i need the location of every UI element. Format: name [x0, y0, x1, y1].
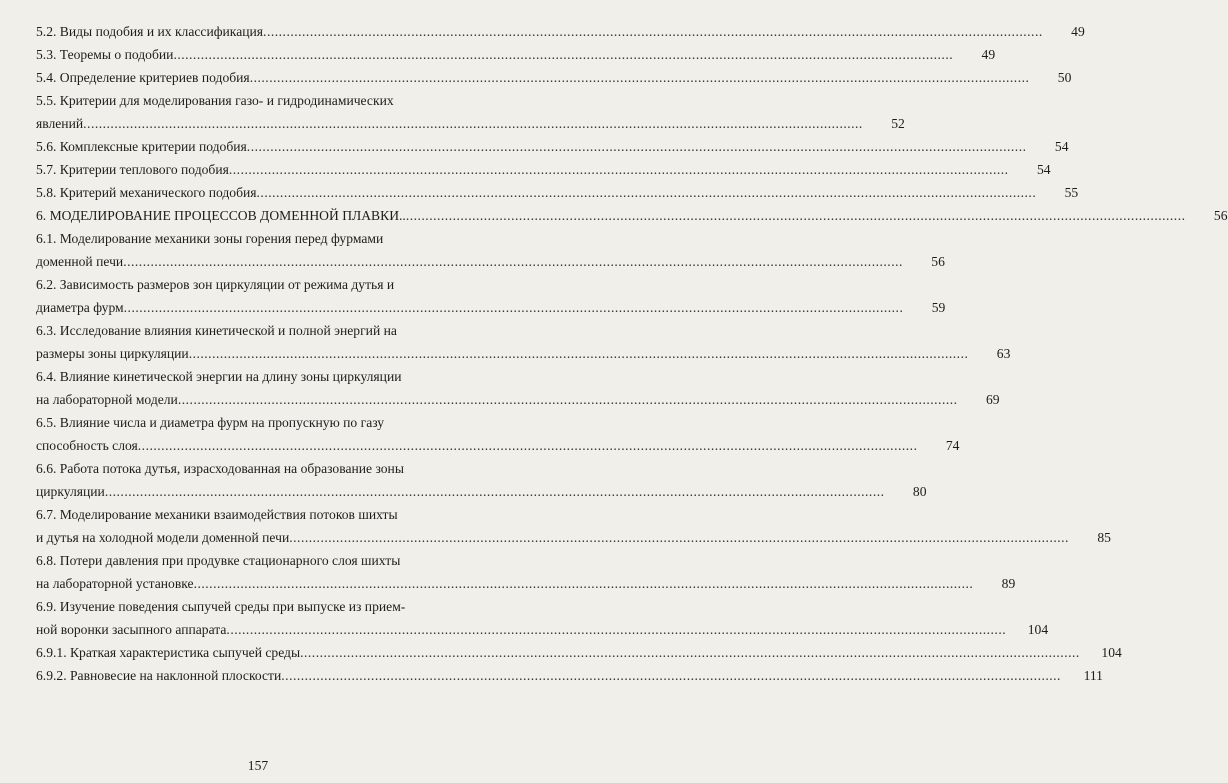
toc-entry: [36, 319, 1011, 365]
toc-entry-title: на лабораторной установке: [36, 576, 194, 591]
toc-entry-title: 6. МОДЕЛИРОВАНИЕ ПРОЦЕССОВ ДОМЕННОЙ ПЛАВКИ..: [36, 208, 406, 223]
dot-leader: ........................................................................................................................................................................................................: [228, 162, 1009, 177]
toc-entry-title: 5.4. Определение критериев подобия: [36, 70, 250, 85]
toc-entry-title: явлений: [36, 116, 84, 131]
toc-page-number: 104: [1027, 622, 1049, 637]
toc-entry-title: 6.3. Исследование влияния кинетической и полной энергий на: [36, 323, 397, 338]
dot-leader: ........................................................................................................................................................................................................: [104, 484, 885, 499]
toc-page-number: 50: [1057, 70, 1072, 85]
toc-entry: [36, 135, 1069, 158]
toc-entry-title: 6.9.1. Краткая характеристика сыпучей среды: [36, 645, 301, 660]
toc-page-number: 74: [945, 438, 960, 453]
toc-entry-title: 5.3. Теоремы о подобии: [36, 47, 174, 62]
toc-entry-title: 5.8. Критерий механического подобия: [36, 185, 257, 200]
toc-page-number: 59: [931, 300, 946, 315]
dot-leader: ........................................................................................................................................................................................................: [281, 668, 1061, 683]
dot-leader: ........................................................................................................................................................................................................: [193, 576, 974, 591]
toc-entry-title: 6.1. Моделирование механики зоны горения перед фурмами: [36, 231, 384, 246]
toc-entry: [36, 457, 927, 503]
toc-page-number: 89: [1001, 576, 1016, 591]
toc-entry-title: 5.7. Критерии теплового подобия: [36, 162, 229, 177]
dot-leader: ........................................................................................................................................................................................................: [289, 530, 1069, 545]
dot-leader: ........................................................................................................................................................................................................: [137, 438, 918, 453]
dot-leader: ........................................................................................................................................................................................................: [246, 139, 1027, 154]
toc-page-number: 104: [1101, 645, 1122, 660]
toc-entry: [36, 89, 905, 135]
toc-page-number: 49: [1071, 24, 1085, 39]
table-of-contents: [36, 20, 1228, 687]
dot-leader: ........................................................................................................................................................................................................: [263, 24, 1043, 39]
dot-leader: ........................................................................................................................................................................................................: [177, 392, 958, 407]
toc-entry: [36, 365, 1000, 411]
toc-page-number: 85: [1097, 530, 1111, 545]
toc-entry: [36, 66, 1072, 89]
toc-page-number: 54: [1054, 139, 1069, 154]
toc-page-number: 56: [931, 254, 945, 269]
dot-leader: ........................................................................................................................................................................................................: [188, 346, 969, 361]
dot-leader: ........................................................................................................................................................................................................: [83, 116, 863, 131]
dot-leader: ........................................................................................................................................................................................................: [123, 254, 903, 269]
toc-entry-title: доменной печи: [36, 254, 124, 269]
toc-entry: [36, 664, 1103, 687]
toc-entry-title: 6.9. Изучение поведения сыпучей среды при выпуске из прием-: [36, 599, 406, 614]
dot-leader: ........................................................................................................................................................................................................: [249, 70, 1030, 85]
toc-entry: [36, 227, 945, 273]
toc-entry-title: 6.9.2. Равновесие на наклонной плоскости: [36, 668, 282, 683]
toc-entry-title: и дутья на холодной модели доменной печи: [36, 530, 290, 545]
toc-page-number: 80: [912, 484, 927, 499]
toc-entry-title: 6.2. Зависимость размеров зон циркуляции от режима дутья и: [36, 277, 395, 292]
dot-leader: ........................................................................................................................................................................................................: [123, 300, 904, 315]
toc-entry-title: 5.2. Виды подобия и их классификация: [36, 24, 264, 39]
toc-entry-title: 6.7. Моделирование механики взаимодействия потоков шихты: [36, 507, 398, 522]
toc-entry-title: 6.5. Влияние числа и диаметра фурм на пропускную по газу: [36, 415, 385, 430]
dot-leader: ........................................................................................................................................................................................................: [405, 208, 1186, 223]
toc-entry-title: диаметра фурм: [36, 300, 124, 315]
toc-entry-title: 6.8. Потери давления при продувке стационарного слоя шихты: [36, 553, 401, 568]
toc-entry: [36, 503, 1111, 549]
toc-entry-title: 5.6. Комплексные критерии подобия: [36, 139, 247, 154]
toc-entry: [36, 595, 1049, 641]
toc-entry: [36, 181, 1079, 204]
toc-entry: [36, 273, 946, 319]
toc-entry: [36, 204, 1228, 227]
toc-entry-title: ной воронки засыпного аппарата: [36, 622, 227, 637]
toc-entry-title: циркуляции: [36, 484, 105, 499]
toc-entry-title: 5.5. Критерии для моделирования газо- и гидродинамических: [36, 93, 394, 108]
toc-page-number: 54: [1036, 162, 1051, 177]
toc-entry: [36, 549, 1016, 595]
toc-entry: [36, 641, 1122, 664]
toc-entry-title: на лабораторной модели: [36, 392, 178, 407]
dot-leader: ........................................................................................................................................................................................................: [173, 47, 954, 62]
toc-page-number: 55: [1064, 185, 1079, 200]
toc-page-number: 56: [1213, 208, 1228, 223]
toc-page-number: 52: [891, 116, 905, 131]
toc-entry-title: 6.6. Работа потока дутья, израсходованная на образование зоны: [36, 461, 404, 476]
dot-leader: ........................................................................................................................................................................................................: [300, 645, 1080, 660]
dot-leader: ........................................................................................................................................................................................................: [256, 185, 1037, 200]
toc-entry-title: размеры зоны циркуляции: [36, 346, 189, 361]
toc-page-number: 63: [996, 346, 1011, 361]
toc-entry-title: 6.4. Влияние кинетической энергии на длину зоны циркуляции: [36, 369, 402, 384]
toc-entry: [36, 43, 996, 66]
toc-entry: [36, 158, 1051, 181]
dot-leader: ........................................................................................................................................................................................................: [226, 622, 1007, 637]
toc-entry-title: способность слоя: [36, 438, 138, 453]
page-number: 157: [247, 758, 269, 773]
toc-page-number: 69: [985, 392, 1000, 407]
toc-entry: [36, 411, 960, 457]
toc-entry: [36, 20, 1085, 43]
toc-page-number: 111: [1083, 668, 1103, 683]
toc-page-number: 49: [981, 47, 996, 62]
